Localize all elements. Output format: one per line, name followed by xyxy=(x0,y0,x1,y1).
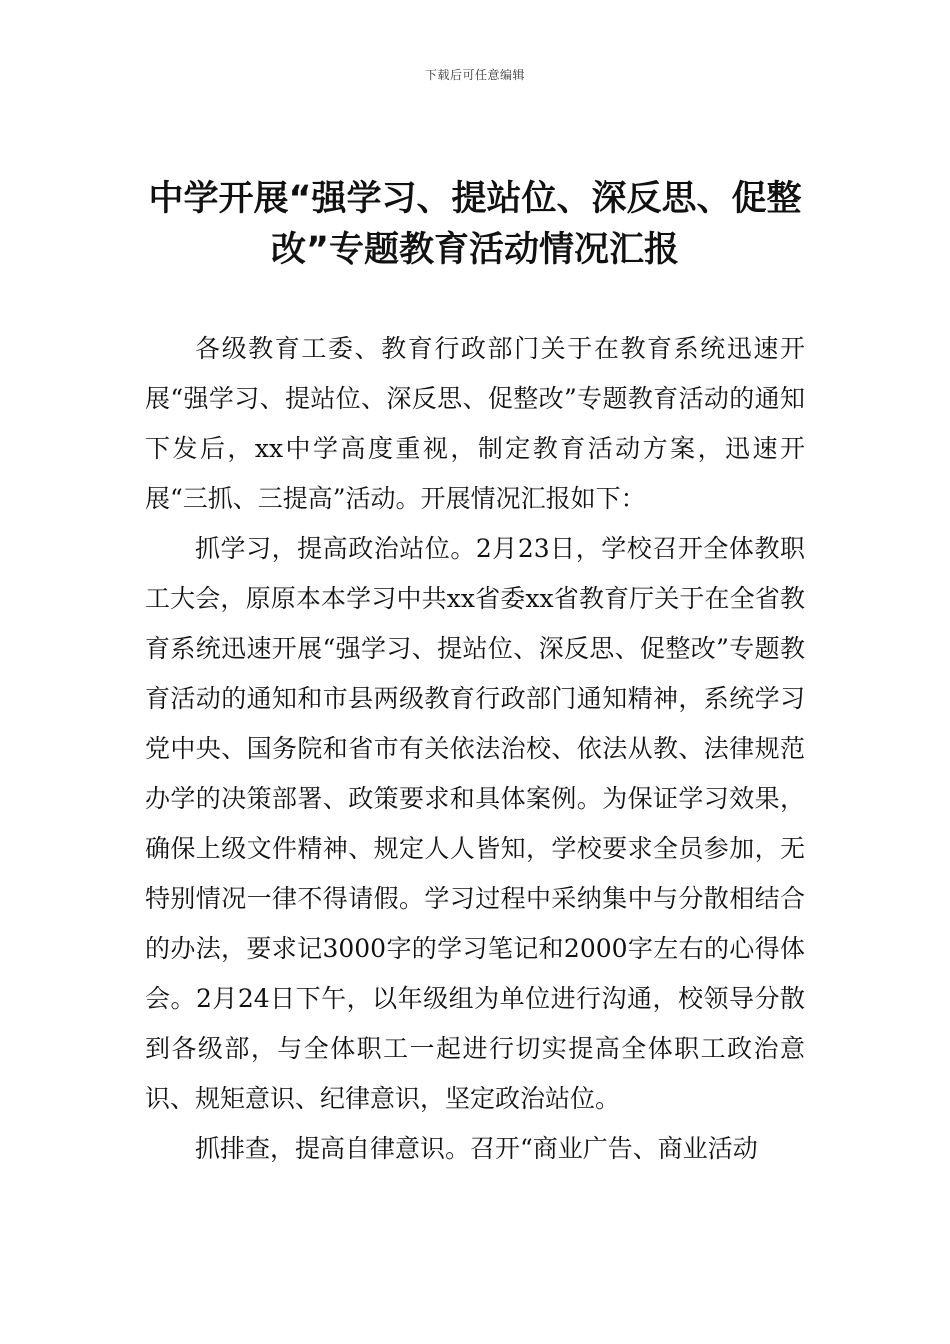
document-title: 中学开展“强学习、提站位、深反思、促整改”专题教育活动情况汇报 xyxy=(148,179,802,270)
paragraph-study: 抓学习，提高政治站位。2月23日，学校召开全体教职工大会，原原本本学习中共xx省委xx省教育厅关于在全省教育系统迅速开展“强学习、提站位、深反思、促整改”专题教育活动的通知和市县两级教育行政部门通知精神，系统学习党中央、国务院和省市有关依法治校、依法从教、法律规范办学的决策部署、政策要求和具体案例。为保证学习效果，确保上级文件精神、规定人人皆知，学校要求全员参加，无特别情况一律不得请假。学习过程中采纳集中与分散相结合的办法，要求记3000字的学习笔记和2000字左右的心得体会。2月24日下午，以年级组为单位进行沟通，校领导分散到各级部，与全体职工一起进行切实提高全体职工政治意识、规矩意识、纪律意识，坚定政治站位。 xyxy=(145,534,805,1113)
paragraph-intro: 各级教育工委、教育行政部门关于在教育系统迅速开展“强学习、提站位、深反思、促整改”专题教育活动的通知下发后，xx中学高度重视，制定教育活动方案，迅速开展“三抓、三提高”活动。开展情况汇报如下： xyxy=(145,334,805,513)
header-note: 下载后可任意编辑 xyxy=(424,68,525,82)
paragraph-inspection: 抓排查，提高自律意识。召开“商业广告、商业活动 xyxy=(195,1134,758,1163)
document-body xyxy=(145,324,805,1174)
